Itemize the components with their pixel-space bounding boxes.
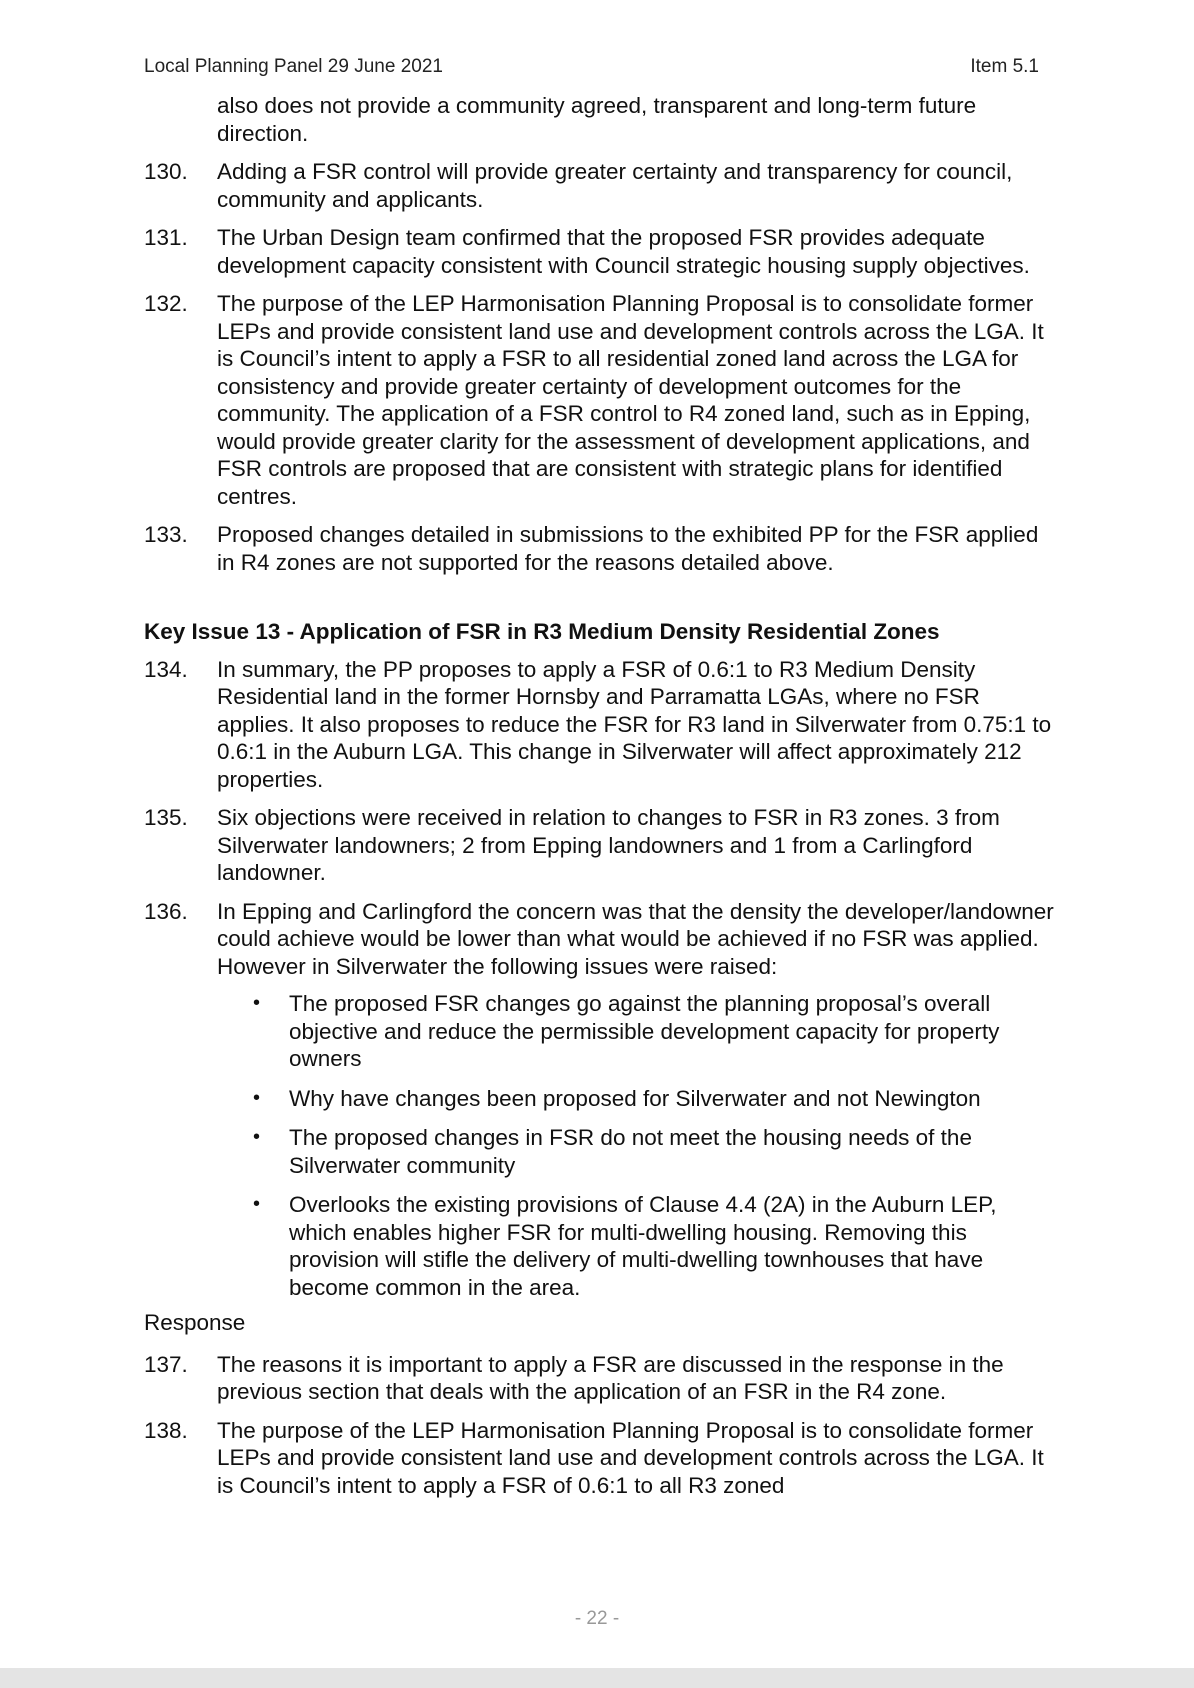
paragraph-text: Adding a FSR control will provide greater certainty and transparency for council, community and applicants. — [217, 159, 1013, 212]
list-item-text: The proposed FSR changes go against the planning proposal’s overall objective and reduce the permissible development capacity for property owners — [289, 991, 1000, 1071]
paragraph-text: In Epping and Carlingford the concern was that the density the developer/landowner could achieve would be lower than what would be achieved if no FSR was applied. However in Silverwater the following issues were raised: — [217, 898, 1054, 979]
list-item — [253, 1124, 1054, 1179]
paragraph-130 — [144, 158, 1054, 213]
paragraph-text: The purpose of the LEP Harmonisation Planning Proposal is to consolidate former LEPs and provide consistent land use and development controls across the LGA. It is Council’s intent to apply a FSR to all residential zoned land across the LGA for consistency and provide greater certainty of development outcomes for the community. The application of a FSR control to R4 zoned land, such as in Epping, would provide greater clarity for the assessment of development applications, and FSR controls are proposed that are consistent with strategic plans for identified centres. — [217, 291, 1044, 509]
page-bottom-edge — [0, 1668, 1194, 1688]
bullet-icon: • — [253, 1193, 261, 1215]
bullet-icon: • — [253, 1086, 261, 1109]
paragraph-number: 130. — [144, 159, 188, 184]
paragraph-133 — [144, 521, 1054, 576]
paragraph-137 — [144, 1351, 1054, 1406]
list-item — [253, 1085, 1054, 1113]
section-heading: Key Issue 13 - Application of FSR in R3 Medium Density Residential Zones — [144, 619, 940, 644]
paragraph-text: In summary, the PP proposes to apply a FSR of 0.6:1 to R3 Medium Density Residential land in the former Hornsby and Parramatta LGAs, where no FSR applies. It also proposes to reduce the FSR for R3 land in Silverwater from 0.75:1 to 0.6:1 in the Auburn LGA. This change in Silverwater will affect approximately 212 properties. — [217, 656, 1052, 792]
list-item — [253, 990, 1054, 1073]
page-number: - 22 - — [574, 1608, 620, 1629]
paragraph-text: Six objections were received in relation to changes to FSR in R3 zones. 3 from Silverwater landowners; 2 from Epping landowners and 1 from a Carlingford landowner. — [217, 805, 1000, 885]
paragraph-number: 135. — [144, 805, 188, 830]
paragraph-number: 137. — [144, 1351, 188, 1377]
bullet-icon: • — [253, 1126, 261, 1148]
paragraph-132 — [144, 290, 1054, 510]
response-label: Response — [144, 1310, 246, 1335]
paragraph-131 — [144, 224, 1054, 279]
paragraph-text: The Urban Design team confirmed that the proposed FSR provides adequate development capacity consistent with Council strategic housing supply objectives. — [217, 225, 1030, 278]
paragraph-136 — [144, 898, 1054, 1302]
paragraph-134 — [144, 656, 1054, 794]
paragraph-text: The reasons it is important to apply a FSR are discussed in the response in the previous section that deals with the application of an FSR in the R4 zone. — [217, 1351, 1004, 1404]
paragraph-number: 133. — [144, 522, 188, 547]
list-item-text: Why have changes been proposed for Silverwater and not Newington — [289, 1085, 981, 1111]
paragraph-138 — [144, 1417, 1054, 1500]
list-item-text: Overlooks the existing provisions of Clause 4.4 (2A) in the Auburn LEP, which enables higher FSR for multi-dwelling housing. Removing this provision will stifle the delivery of multi-dwelling townhouses that have become common in the area. — [289, 1192, 997, 1300]
paragraph-number: 132. — [144, 291, 188, 316]
list-item-text: The proposed changes in FSR do not meet the housing needs of the Silverwater community — [289, 1125, 972, 1178]
paragraph-number: 134. — [144, 656, 188, 682]
paragraph-number: 131. — [144, 225, 188, 250]
paragraph-135 — [144, 804, 1054, 887]
bullet-icon: • — [253, 992, 261, 1014]
continued-paragraph: also does not provide a community agreed, transparent and long-term future direction. — [217, 93, 977, 146]
header-meeting-date: Local Planning Panel 29 June 2021 — [144, 56, 443, 77]
paragraph-number: 136. — [144, 898, 188, 924]
header-item-number: Item 5.1 — [970, 56, 1039, 77]
paragraph-text: The purpose of the LEP Harmonisation Planning Proposal is to consolidate former LEPs and provide consistent land use and development controls across the LGA. It is Council’s intent to apply a FSR of 0.6:1 to all R3 zoned — [217, 1417, 1044, 1498]
paragraph-text: Proposed changes detailed in submissions to the exhibited PP for the FSR applied in R4 zones are not supported for the reasons detailed above. — [217, 522, 1039, 575]
paragraph-number: 138. — [144, 1417, 188, 1443]
document-body — [144, 92, 1054, 1510]
list-item — [253, 1191, 1054, 1301]
issues-list — [217, 990, 1054, 1301]
